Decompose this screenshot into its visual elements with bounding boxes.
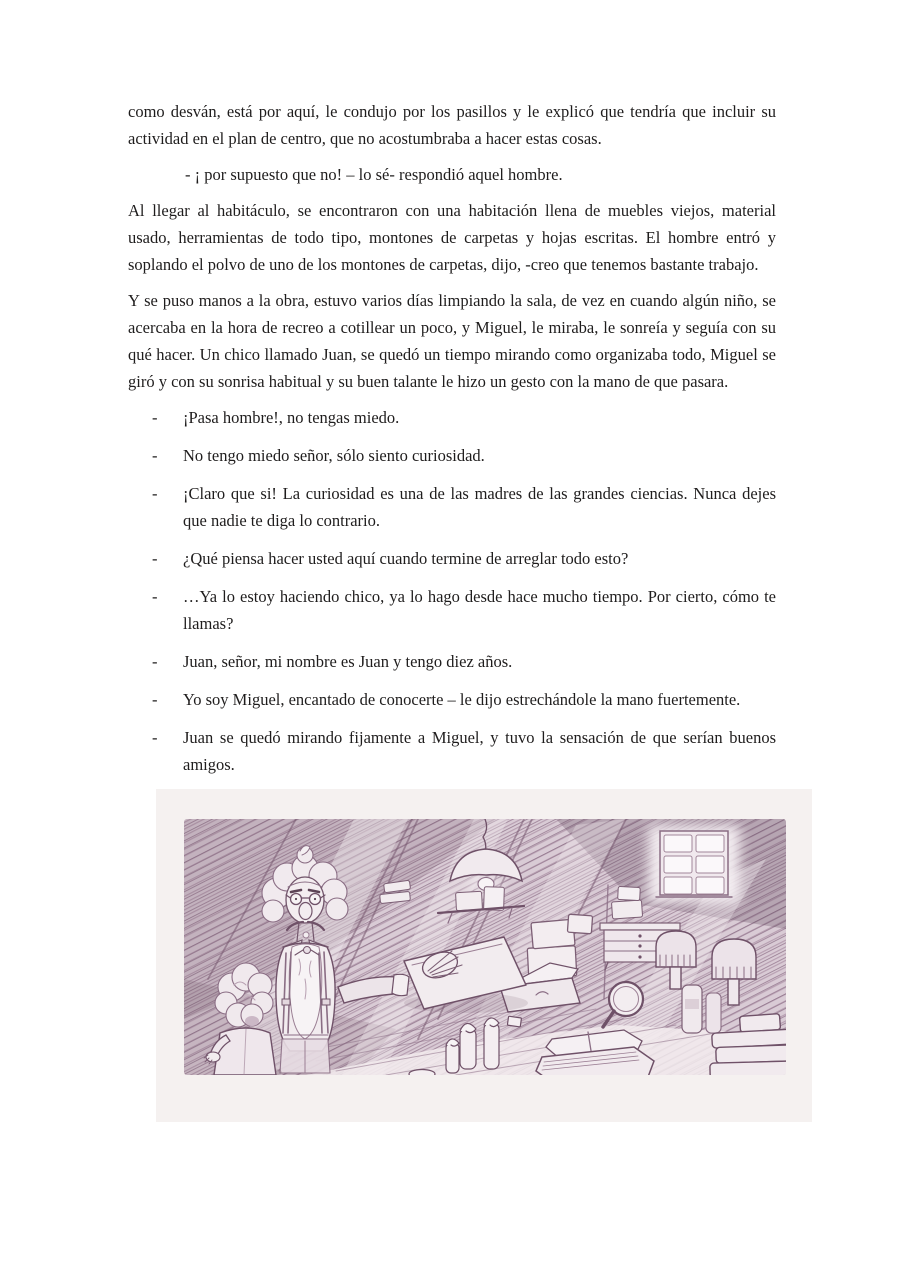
- dialogue-text: Juan, señor, mi nombre es Juan y tengo diez años.: [183, 652, 513, 671]
- attic-window: [648, 825, 740, 903]
- dialogue-item: [128, 442, 776, 469]
- attic-scene: [184, 819, 800, 1088]
- dialogue-item: [128, 545, 776, 572]
- dialogue-dash: -: [152, 728, 158, 747]
- paragraph-3: Y se puso manos a la obra, estuvo varios días limpiando la sala, de vez en cuando algún niño, se acercaba en la hora de recreo a cotillear un poco, y Miguel, le miraba, le sonreía y seguía con su qué hacer. Un chico llamado Juan, se quedó un tiempo mirando como organizaba todo, Miguel se giró y con su sonrisa habitual y su buen talante le hizo un gesto con la mano de que pasara.: [128, 291, 776, 391]
- dialogue-text: …Ya lo estoy haciendo chico, ya lo hago desde hace mucho tiempo. Por cierto, cómo te llamas?: [183, 587, 776, 633]
- dialogue-dash: -: [152, 549, 158, 568]
- dialogue-dash: -: [152, 446, 158, 465]
- dialogue-item: [128, 724, 776, 778]
- dialogue-dash: -: [152, 690, 158, 709]
- dialogue-list: [128, 404, 776, 778]
- dialogue-text: Juan se quedó mirando fijamente a Miguel, y tuvo la sensación de que serían buenos amigos.: [183, 728, 776, 774]
- dialogue-text: ¡Pasa hombre!, no tengas miedo.: [183, 408, 400, 427]
- attic-sketch: [156, 789, 812, 1122]
- paragraph-1: como desván, está por aquí, le condujo por los pasillos y le explicó que tendría que incluir su actividad en el plan de centro, que no acostumbraba a hacer estas cosas.: [128, 102, 776, 148]
- dialogue-item: [128, 686, 776, 713]
- dialogue-item: [128, 480, 776, 534]
- dialogue-item: [128, 583, 776, 637]
- dialogue-item: [128, 648, 776, 675]
- dialogue-text: Yo soy Miguel, encantado de conocerte – le dijo estrechándole la mano fuertemente.: [183, 690, 741, 709]
- attic-illustration: [156, 789, 812, 1122]
- dialogue-item: [128, 404, 776, 431]
- paragraph-2: Al llegar al habitáculo, se encontraron con una habitación llena de muebles viejos, material usado, herramientas de todo tipo, montones de carpetas y hojas escritas. El hombre entró y soplando el polvo de uno de los montones de carpetas, dijo, -creo que tenemos bastante trabajo.: [128, 201, 776, 274]
- dialogue-text: No tengo miedo señor, sólo siento curiosidad.: [183, 446, 485, 465]
- dialogue-dash: -: [152, 652, 158, 671]
- dialogue-dash: -: [152, 408, 158, 427]
- dialogue-text: ¡Claro que si! La curiosidad es una de las madres de las grandes ciencias. Nunca dejes que nadie te diga lo contrario.: [183, 484, 776, 530]
- dialogue-dash: -: [152, 484, 158, 503]
- inline-dialogue-line: - ¡ por supuesto que no! – lo sé- respondió aquel hombre.: [185, 165, 563, 184]
- dialogue-dash: -: [152, 587, 158, 606]
- dialogue-text: ¿Qué piensa hacer usted aquí cuando termine de arreglar todo esto?: [183, 549, 629, 568]
